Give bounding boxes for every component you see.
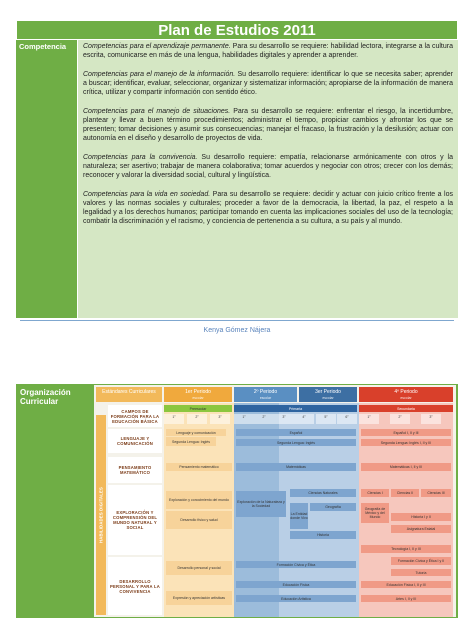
header-estandares: Estándares Curriculares <box>96 387 162 402</box>
grade-cell: 3° <box>421 414 441 424</box>
curriculum-diagram <box>94 385 456 617</box>
grade-cell: 5° <box>316 414 336 424</box>
subject-cell: Desarrollo personal y social <box>166 561 232 575</box>
grade-cell: 1° <box>234 414 254 424</box>
organizacion-section <box>16 384 458 618</box>
subject-cell: Educación Artística <box>236 595 356 602</box>
competencias-table <box>16 40 458 318</box>
competencia-label: Competencia <box>16 40 78 318</box>
competencia-text: Para su desarrollo se requiere: decidir y actuar con juicio crítico frente a los valores y las normas sociales y culturales; proceder a favor de la democracia, la libertad, la paz, el respeto a la legalidad y a los derechos humanos; participar tomando en cuenta las implicaciones sociales del uso de la tecnología; combatir la discriminación y el racismo, y conciencia de pertenencia a su cultura, a su país y al mundo. <box>83 191 453 225</box>
campos-header: CAMPOS DE FORMACIÓN PARA LA EDUCACIÓN BÁSICA <box>108 405 162 427</box>
grade-cell: 6° <box>337 414 357 424</box>
period-header: 3er Periodo escolar <box>299 387 357 402</box>
grade-cell: 3° <box>274 414 294 424</box>
grade-cell: 3° <box>210 414 230 424</box>
subject-cell: Historia I y II <box>391 513 451 521</box>
subject-cell: Asignatura Estatal <box>391 525 451 533</box>
subject-cell: Segunda Lengua: Inglés <box>236 439 356 446</box>
campo-label: DESARROLLO PERSONAL Y PARA LA CONVIVENCIA <box>108 557 162 615</box>
subject-cell: Ciencias III <box>421 489 451 497</box>
competencia-paragraph <box>83 107 453 143</box>
subject-cell: Expresión y apreciación artísticas <box>166 591 232 605</box>
subject-cell: Educación Física <box>236 581 356 588</box>
grade-cell: 2° <box>390 414 410 424</box>
period-header: 1er Periodo escolar <box>164 387 232 402</box>
period-header: 2º Periodo escolar <box>234 387 297 402</box>
competencia-paragraph <box>83 70 453 97</box>
grade-cell: 2° <box>187 414 207 424</box>
subject-cell: Segunda Lengua: Inglés I, II y III <box>361 439 451 446</box>
subject-cell: Lenguaje y comunicación <box>166 429 226 436</box>
side-label: HABILIDADES DIGITALES <box>96 415 106 615</box>
competencia-heading: Competencias para el aprendizaje permanente. <box>83 43 231 50</box>
subject-cell: Español I, II y III <box>361 429 451 436</box>
subject-cell: Ciencias II <box>391 489 419 497</box>
subject-cell: Matemáticas <box>236 463 356 471</box>
campo-label: LENGUAJE Y COMUNICACIÓN <box>108 429 162 453</box>
grade-cell: 4° <box>294 414 314 424</box>
section-divider <box>20 320 454 321</box>
competencia-paragraph <box>83 42 453 60</box>
competencia-paragraph <box>83 190 453 226</box>
subject-cell: Formación Cívica y Ética I y II <box>391 557 451 565</box>
campo-label: EXPLORACIÓN Y COMPRENSIÓN DEL MUNDO NATURAL Y SOCIAL <box>108 485 162 555</box>
grade-cell: 2° <box>254 414 274 424</box>
subject-cell: Educación Física I, II y III <box>361 581 451 588</box>
competencia-text: Para su desarrollo se requiere: habilidad lectora, integrarse a la cultura escrita, comunicarse en más de una lengua, habilidades digitales y aprender a aprender. <box>83 43 453 59</box>
subject-cell: Exploración de la Naturaleza y la Sociedad <box>236 491 286 517</box>
subject-cell: Artes I, II y III <box>361 595 451 602</box>
period-header: 4º Periodo escolar <box>359 387 453 402</box>
level-preescolar: Preescolar <box>164 405 232 412</box>
campo-label: PENSAMIENTO MATEMÁTICO <box>108 457 162 483</box>
subject-cell: Geografía de México y del Mundo <box>361 503 389 523</box>
competencia-heading: Competencias para el manejo de situaciones. <box>83 108 231 115</box>
grade-cell: 1° <box>164 414 184 424</box>
competencia-heading: Competencias para la vida en sociedad. <box>83 191 211 198</box>
competencia-heading: Competencias para la convivencia. <box>83 154 198 161</box>
subject-cell: Historia <box>290 531 356 539</box>
competencias-body <box>78 40 458 318</box>
subject-cell: Desarrollo físico y salud <box>166 511 232 529</box>
subject-cell: Ciencias I <box>361 489 389 497</box>
subject-cell: Tutoría <box>391 569 451 576</box>
subject-cell: Pensamiento matemático <box>166 463 232 471</box>
subject-cell: Formación Cívica y Ética <box>236 561 356 568</box>
subject-cell: Español <box>236 429 356 436</box>
competencia-text: Su desarrollo requiere: empatía, relacionarse armónicamente con otros y la naturaleza; ser asertivo; trabajar de manera colaborativa; tomar acuerdos y negociar con otros; crecer con los demás; reconocer y valorar la diversidad social, cultural y lingüística. <box>83 154 453 179</box>
competencia-text: Para su desarrollo se requiere: enfrentar el riesgo, la incertidumbre, plantear y llevar a buen término procedimientos; administrar el tiempo, propiciar cambios y afrontar los que se presenten; tomar decisiones y asumir sus consecuencias; manejar el fracaso, la frustración y la desilusión; actuar con autonomía en el diseño y desarrollo de proyectos de vida. <box>83 108 453 142</box>
level-primaria: Primaria <box>234 405 357 412</box>
subject-cell: Ciencias Naturales <box>290 489 356 497</box>
author-name: Kenya Gómez Nájera <box>203 327 271 334</box>
document-title: Plan de Estudios 2011 <box>16 20 458 40</box>
organizacion-label: Organización Curricular <box>20 388 71 406</box>
subject-cell: Matemáticas I, II y III <box>361 463 451 471</box>
competencia-heading: Competencias para el manejo de la información. <box>83 71 236 78</box>
competencia-text: Su desarrollo requiere: identificar lo que se necesita saber; aprender a buscar; identificar, evaluar, seleccionar, organizar y sistematizar información; apropiarse de la información de manera crítica, utilizar y compartir información con sentido ético. <box>83 71 453 96</box>
subject-cell: Tecnología I, II y III <box>361 545 451 553</box>
subject-cell: Geografía <box>310 503 356 511</box>
subject-cell: La Entidad donde Vivo <box>290 503 308 529</box>
level-secundaria: Secundaria <box>359 405 453 412</box>
competencia-paragraph <box>83 153 453 180</box>
subject-cell: Exploración y conocimiento del mundo <box>166 491 232 509</box>
subject-cell: Segunda Lengua: Inglés <box>166 437 216 446</box>
grade-cell: 1° <box>359 414 379 424</box>
